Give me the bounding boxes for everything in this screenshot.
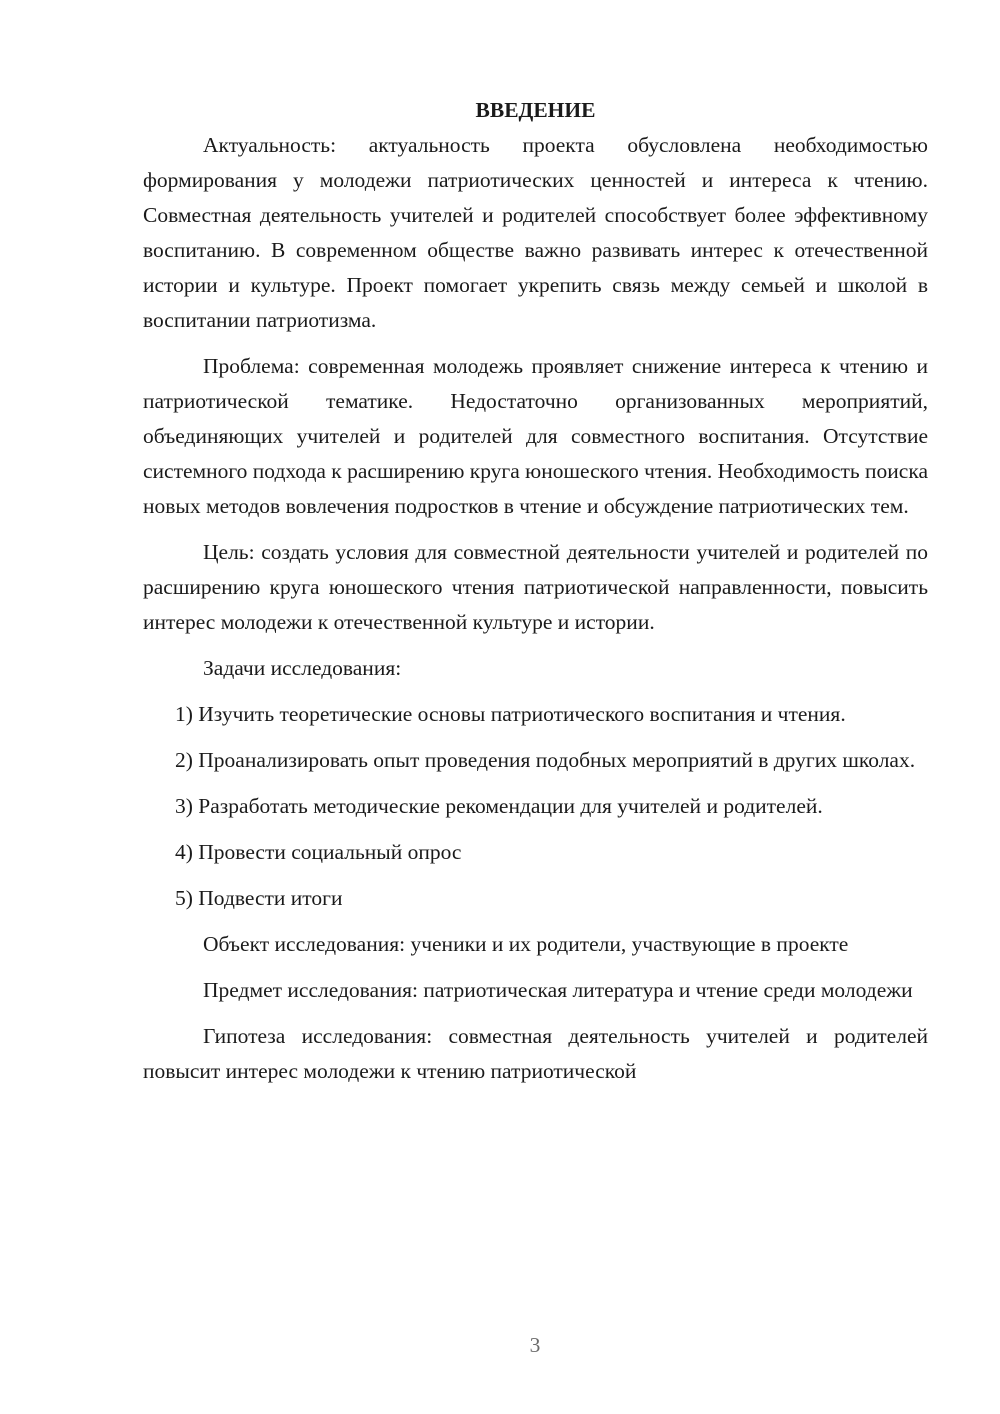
paragraph-object: Объект исследования: ученики и их родители, участвующие в проекте: [203, 932, 849, 956]
paragraph-goal: Цель: создать условия для совместной деятельности учителей и родителей по расширению круга юношеского чтения патриотической направленности, повысить интерес молодежи к отечественной культуре и истории.: [143, 540, 928, 634]
page-title: ВВЕДЕНИЕ: [475, 98, 596, 122]
task-item-1: 1) Изучить теоретические основы патриотического воспитания и чтения.: [175, 702, 846, 726]
page-number: 3: [529, 1333, 541, 1357]
paragraph-subject: Предмет исследования: патриотическая литература и чтение среди молодежи: [203, 978, 913, 1002]
paragraph-hypothesis: Гипотеза исследования: совместная деятельность учителей и родителей повысит интерес молодежи к чтению патриотической: [143, 1024, 928, 1083]
task-item-5: 5) Подвести итоги: [175, 886, 343, 910]
tasks-heading: Задачи исследования:: [203, 656, 402, 680]
document-page: [143, 93, 928, 1089]
task-item-3: 3) Разработать методические рекомендации для учителей и родителей.: [175, 794, 823, 818]
paragraph-problem: Проблема: современная молодежь проявляет снижение интереса к чтению и патриотической тематике. Недостаточно организованных мероприятий, объединяющих учителей и родителей для совместного воспитания. Отсутствие системного подхода к расширению круга юношеского чтения. Необходимость поиска новых методов вовлечения подростков в чтение и обсуждение патриотических тем.: [143, 354, 928, 518]
paragraph-relevance: Актуальность: актуальность проекта обусловлена необходимостью формирования у молодежи патриотических ценностей и интереса к чтению. Совместная деятельность учителей и родителей способствует более эффективному воспитанию. В современном обществе важно развивать интерес к отечественной истории и культуре. Проект помогает укрепить связь между семьей и школой в воспитании патриотизма.: [143, 133, 928, 332]
task-item-4: 4) Провести социальный опрос: [175, 840, 462, 864]
task-item-2: 2) Проанализировать опыт проведения подобных мероприятий в других школах.: [175, 748, 916, 772]
